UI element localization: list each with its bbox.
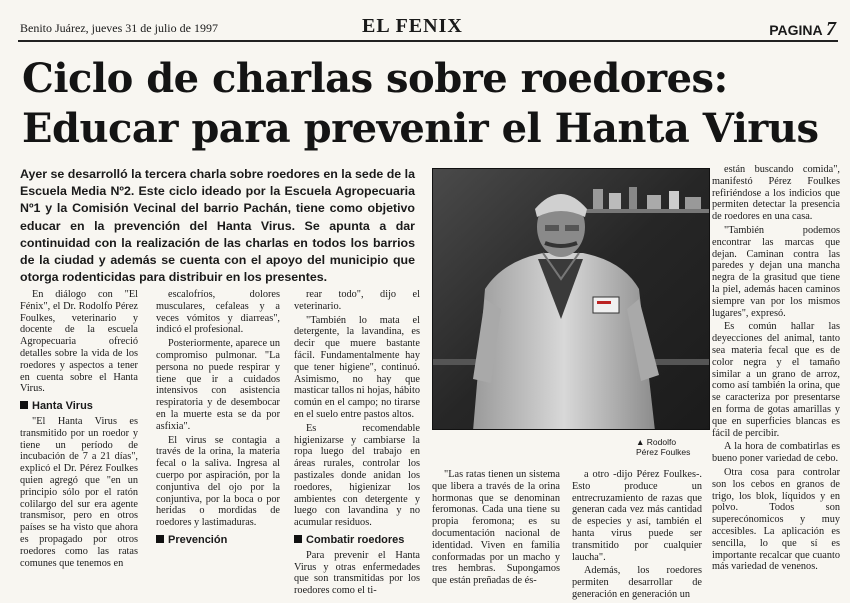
article-column-4	[432, 469, 560, 589]
square-bullet-icon	[20, 401, 28, 409]
photo-caption-line-2: Pérez Foulkes	[636, 447, 691, 457]
headline	[22, 54, 842, 154]
page-label: PAGINA	[769, 22, 823, 38]
article-photo	[432, 168, 710, 430]
subheading-label: Combatir roedores	[306, 533, 405, 546]
paragraph: Para prevenir el Hanta Virus y otras enfermedades que son transmitidas por los roedores como el ti-	[294, 549, 420, 597]
lead-paragraph: Ayer se desarrolló la tercera charla sobre roedores en la sede de la Escuela Media Nº2. Este ciclo ideado por la Escuela Agropecuaria Nº1 y la Comisión Vecinal del barrio Pachán, tiene como objetivo educar en la prevención del Hanta Virus. Se apunta a dar continuidad con la realización de las charlas en todos los barrios de la ciudad y además se cuenta con el apoyo del municipio que otorga rodenticidas para distribuir en los presentes.	[20, 167, 415, 285]
square-bullet-icon	[294, 535, 302, 543]
headline-line-2: Educar para prevenir el Hanta Virus	[22, 105, 819, 152]
paragraph: Otra cosa para controlar son los cebos en granos de trigo, los blok, líquidos y en polvo. Todos son superecónomicos y muy accesibles. La aplicación es sencilla, lo que sí es importante recalcar que cuanto más variedad de venenos.	[712, 466, 840, 573]
article-column-2	[156, 289, 280, 550]
paragraph: "Las ratas tienen un sistema que libera a través de la orina hormonas que se denominan feromonas. Cada una tiene su propia feromona; es su documentación nacional de identidad. Viven en familia conformadas por un macho y tres hembras. Supongamos que están preñadas de és-	[432, 469, 560, 587]
paragraph: "El Hanta Virus es transmitido por un roedor y tiene un período de incubación de 7 a 21 días", explicó el Dr. Pérez Foulkes quien agregó que "en un principio sólo por el ratón colilargo del sur era agente transmisor, pero en otros países se ha visto que ahora es propagado por otros roedores como las ratas comunes que tenemos en	[20, 415, 138, 569]
masthead: EL FENIX	[362, 15, 463, 37]
paragraph: rear todo", dijo el veterinario.	[294, 289, 420, 312]
paragraph: escalofríos, dolores musculares, cefaleas y a veces vómitos y diarreas", indicó el profesional.	[156, 289, 280, 336]
dateline: Benito Juárez, jueves 31 de julio de 1997	[20, 21, 218, 35]
paragraph: Es común hallar las deyecciones del animal, tanto sea materia fecal que es de color negra y el tamaño similar a un grano de arroz, como así también la orina, que se caracteriza por presentarse en forma de gotas amarillas y que en superficies blancas es fácil de percibir.	[712, 321, 840, 439]
square-bullet-icon	[156, 535, 164, 543]
paragraph: Posteriormente, aparece un compromiso pulmonar. "La persona no puede respirar y tiene que ir a cuidados intensivos con asistencia respiratoria y de desembocar en la muerte esta se da por asfixia".	[156, 338, 280, 432]
photo-caption-line-1: ▲ Rodolfo	[636, 437, 677, 447]
subheading-prevencion	[156, 535, 280, 547]
portrait-photo-image	[433, 169, 710, 430]
article-column-6	[712, 164, 840, 575]
subheading-hanta-virus	[20, 401, 138, 413]
article-column-3	[294, 289, 420, 599]
paragraph: El virus se contagia a través de la orina, la materia fecal o la saliva. Ingresa al cuerpo por aspiración, por la conjuntiva del ojo por la conjuntiva, por la boca o por heridas o mordidas de roedores y lastimaduras.	[156, 434, 280, 529]
subheading-combatir-roedores	[294, 535, 420, 547]
photo-caption	[636, 437, 716, 457]
subheading-label: Hanta Virus	[32, 400, 93, 413]
article-column-1	[20, 289, 138, 571]
paragraph: a otro -dijo Pérez Foulkes-. Esto produce un entrecruzamiento de razas que generan cada vez más cantidad de especies y así, también el hanta virus puede ser transmitido por cualquier laucha".	[572, 469, 702, 563]
paragraph: A la hora de combatirlas es bueno poner variedad de cebo.	[712, 441, 840, 465]
paragraph: Además, los roedores permiten desarrollar de generación en generación un	[572, 565, 702, 600]
paragraph: "También podemos encontrar las marcas que dejan. Caminan contra las paredes y dejan una mancha negra de la grasitud que tiene la piel, además hacen caminos siempre van por los mismos lugares", expresó.	[712, 224, 840, 319]
paragraph: En diálogo con "El Fénix", el Dr. Rodolfo Pérez Foulkes, veterinario y docente de la escuela Agropecuaria ofreció detalles sobre la vida de los roedores y aspectos a tener en cuenta sobre el Hanta Virus.	[20, 289, 138, 395]
page-number: 7	[826, 18, 836, 40]
header-rule	[18, 40, 838, 42]
paragraph: "También lo mata el detergente, la lavandina, es decir que muere bastante fácil. Fundamentalmente hay que tener higiene", continuó. Asimismo, no hay que masticar tallos ni hojas, hábito común en el campo; no tirarse en el suelo entre pastos altos.	[294, 314, 420, 420]
article-column-5	[572, 469, 702, 603]
paragraph: están buscando comida", manifestó Pérez Foulkes refiriéndose a los indicios que permiten detectar la presencia de roedores en una casa.	[712, 164, 840, 223]
headline-line-1: Ciclo de charlas sobre roedores:	[22, 55, 728, 102]
subheading-label: Prevención	[168, 533, 228, 546]
paragraph: Es recomendable higienizarse y cambiarse la ropa luego del trabajo en áreas rurales, controlar los pastizales donde anidan los roedores, higienizar los ambientes con detergente y luego con lavandina y no acumular residuos.	[294, 422, 420, 529]
page-number-label	[769, 18, 836, 41]
